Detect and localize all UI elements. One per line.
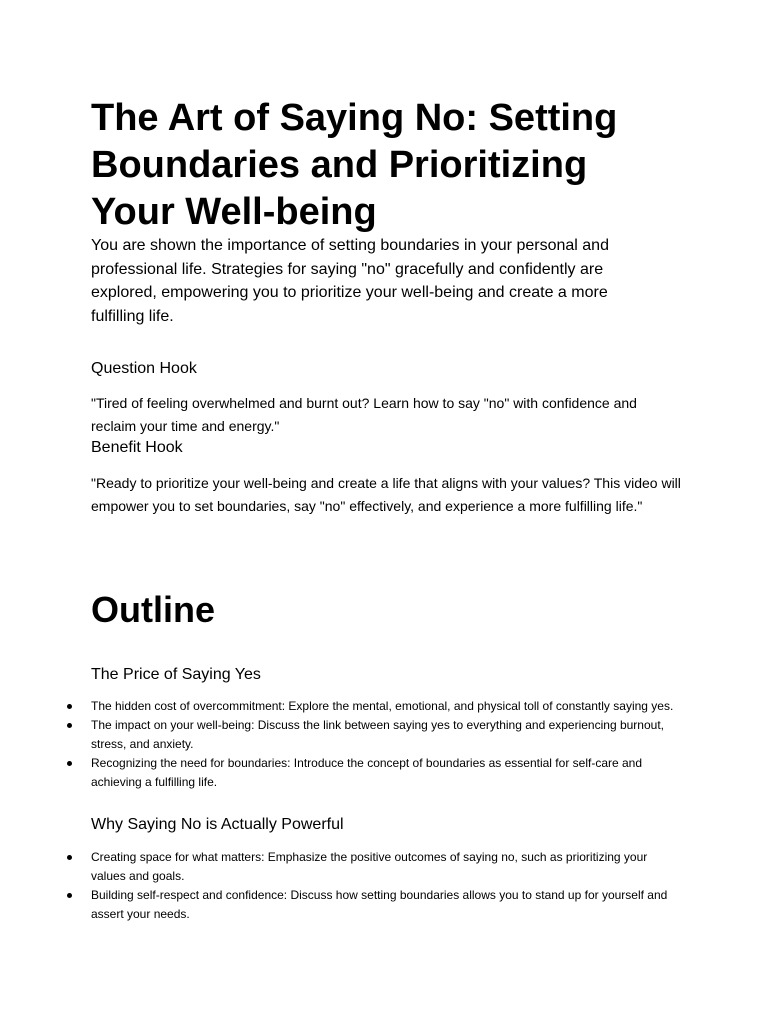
- bullet-icon: [67, 855, 72, 860]
- list-item-text: Building self-respect and confidence: Discuss how setting boundaries allows you to stand up for yourself and assert your needs.: [91, 888, 668, 921]
- bullet-icon: [67, 704, 72, 709]
- question-hook-text: "Tired of feeling overwhelmed and burnt out? Learn how to say "no" with confidence and reclaim your time and energy.": [91, 395, 637, 434]
- intro-paragraph: You are shown the importance of setting boundaries in your personal and professional life. Strategies for saying "no" gracefully and confidently are explored, empowering you to prioritize your well-being and create a more fulfilling life.: [91, 237, 609, 325]
- list-item: [91, 848, 681, 886]
- bullet-icon: [67, 723, 72, 728]
- bullet-list-why-no-powerful: [91, 848, 681, 924]
- section-heading-why-no-powerful: Why Saying No is Actually Powerful: [91, 816, 344, 833]
- list-item: [91, 697, 681, 716]
- list-item-text: Recognizing the need for boundaries: Introduce the concept of boundaries as essential for self-care and achieving a fulfilling life.: [91, 756, 643, 789]
- list-item: [91, 886, 681, 924]
- outline-heading: Outline: [91, 589, 215, 630]
- list-item: [91, 716, 681, 754]
- list-item-text: The impact on your well-being: Discuss the link between saying yes to everything and experiencing burnout, stress, and anxiety.: [91, 718, 664, 751]
- benefit-hook-heading: Benefit Hook: [91, 439, 183, 456]
- list-item: [91, 754, 681, 792]
- page-title: The Art of Saying No: Setting Boundaries and Prioritizing Your Well-being: [91, 97, 618, 233]
- benefit-hook-text: "Ready to prioritize your well-being and create a life that aligns with your values? This video will empower you to set boundaries, say "no" effectively, and experience a more fulfilling life.": [91, 475, 681, 514]
- question-hook-heading: Question Hook: [91, 360, 197, 377]
- list-item-text: Creating space for what matters: Emphasize the positive outcomes of saying no, such as prioritizing your values and goals.: [91, 850, 648, 883]
- bullet-icon: [67, 893, 72, 898]
- bullet-icon: [67, 761, 72, 766]
- list-item-text: The hidden cost of overcommitment: Explore the mental, emotional, and physical toll of constantly saying yes.: [91, 699, 674, 713]
- bullet-list-price-of-yes: [91, 697, 681, 792]
- section-heading-price-of-yes: The Price of Saying Yes: [91, 666, 261, 683]
